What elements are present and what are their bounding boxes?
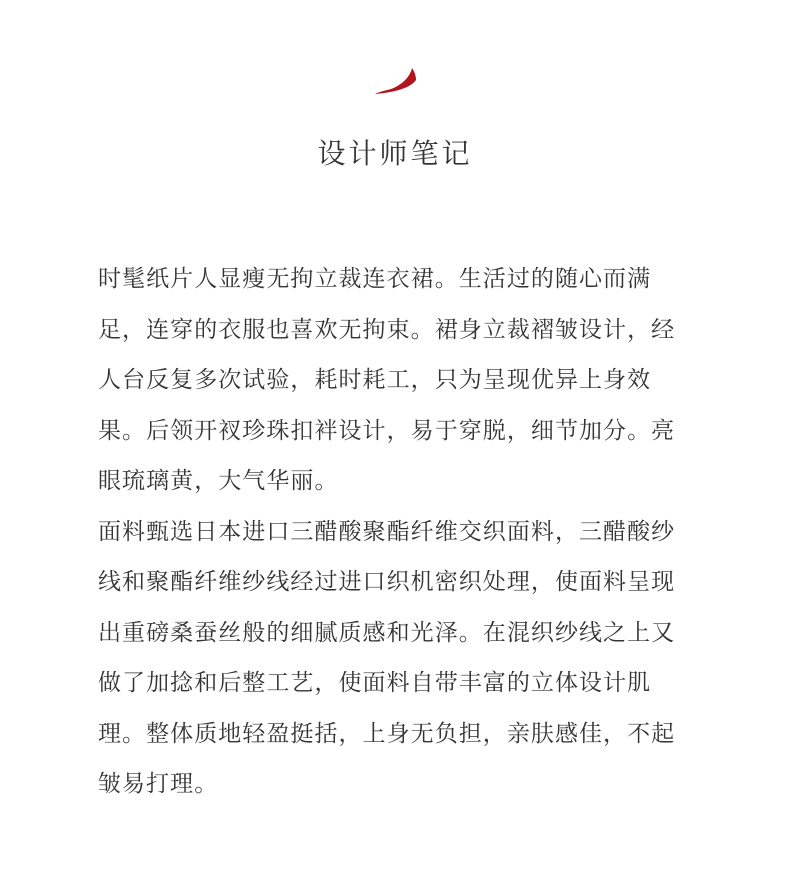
page-title: 设计师笔记 [317, 137, 473, 170]
notes-body [98, 254, 698, 810]
red-leaf-brushstroke-icon [373, 68, 417, 96]
brand-mark-shape [375, 68, 416, 94]
paragraph-fabric: 面料甄选日本进口三醋酸聚酯纤维交织面料，三醋酸纱线和聚酯纤维纱线经过进口织机密织处理，使面料呈现出重磅桑蚕丝般的细腻质感和光泽。在混织纱线之上又做了加捻和后整工艺，使面料自带丰富的立体设计肌理。整体质地轻盈挺括，上身无负担，亲肤感佳，不起皱易打理。 [98, 518, 676, 797]
paragraph-design: 时髦纸片人显瘦无拘立裁连衣裙。生活过的随心而满足，连穿的衣服也喜欢无拘束。裙身立裁褶皱设计，经人台反复多次试验，耗时耗工，只为呈现优异上身效果。后领开衩珍珠扣袢设计，易于穿脱，细节加分。亮眼琉璃黄，大气华丽。 [98, 266, 676, 494]
